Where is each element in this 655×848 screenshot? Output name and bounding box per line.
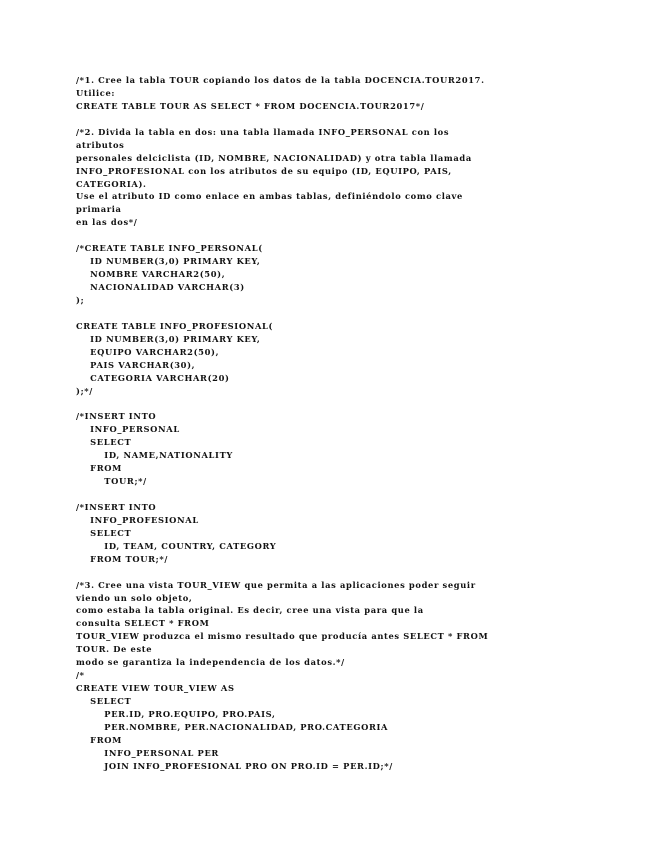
code-line: /*	[76, 670, 85, 681]
code-line: EQUIPO VARCHAR2(50),	[76, 346, 220, 357]
code-line: );	[76, 294, 85, 305]
code-line: SELECT	[76, 527, 132, 538]
code-line: /*3. Cree una vista TOUR_VIEW que permita a las aplicaciones poder seguir	[76, 579, 476, 590]
code-line: en las dos*/	[76, 217, 138, 228]
code-line: NACIONALIDAD VARCHAR(3)	[76, 282, 245, 292]
code-line: TOUR;*/	[76, 476, 147, 487]
code-line: modo se garantiza la independencia de los datos.*/	[76, 657, 345, 668]
code-line: PER.ID, PRO.EQUIPO, PRO.PAIS,	[76, 708, 276, 719]
code-line: personales delciclista (ID, NOMBRE, NACIONALIDAD) y otra tabla llamada	[76, 152, 472, 163]
code-line: CATEGORIA).	[76, 178, 147, 189]
code-line: FROM	[76, 734, 122, 745]
code-line: como estaba la tabla original. Es decir, cree una vista para que la	[76, 605, 424, 616]
code-line: INFO_PROFESIONAL	[76, 514, 199, 525]
code-line: TOUR_VIEW produzca el mismo resultado que producía antes SELECT * FROM	[76, 631, 489, 642]
code-line: );*/	[76, 385, 93, 396]
code-line: /*2. Divida la tabla en dos: una tabla llamada INFO_PERSONAL con los	[76, 126, 450, 137]
code-line	[76, 566, 636, 579]
code-line: CATEGORIA VARCHAR(20)	[76, 372, 230, 383]
sql-code-block	[76, 74, 636, 773]
code-line: PER.NOMBRE, PER.NACIONALIDAD, PRO.CATEGORIA	[76, 721, 389, 732]
code-line: PAIS VARCHAR(30),	[76, 359, 196, 370]
code-line: SELECT	[76, 696, 132, 706]
code-line: primaria	[76, 204, 122, 215]
code-line	[76, 307, 636, 320]
code-line: INFO_PERSONAL PER	[76, 747, 219, 758]
code-line: INFO_PERSONAL	[76, 424, 180, 435]
code-line: ID, NAME,NATIONALITY	[76, 450, 233, 461]
code-line: /*INSERT INTO	[76, 411, 157, 422]
code-line: CREATE TABLE TOUR AS SELECT * FROM DOCENCIA.TOUR2017*/	[76, 100, 425, 111]
code-line: ID NUMBER(3,0) PRIMARY KEY,	[76, 333, 261, 344]
code-line: NOMBRE VARCHAR2(50),	[76, 269, 226, 280]
code-line: /*CREATE TABLE INFO_PERSONAL(	[76, 243, 263, 254]
code-line: FROM	[76, 463, 122, 474]
code-line: /*1. Cree la tabla TOUR copiando los datos de la tabla DOCENCIA.TOUR2017.	[76, 75, 485, 85]
code-line: Use el atributo ID como enlace en ambas tablas, definiéndolo como clave	[76, 191, 463, 202]
code-line: FROM TOUR;*/	[76, 553, 169, 564]
code-line	[76, 229, 636, 242]
code-line: CREATE VIEW TOUR_VIEW AS	[76, 683, 235, 694]
code-line	[76, 113, 636, 126]
code-line: atributos	[76, 139, 125, 150]
code-line: CREATE TABLE INFO_PROFESIONAL(	[76, 320, 274, 331]
code-line: TOUR. De este	[76, 644, 153, 655]
code-line: consulta SELECT * FROM	[76, 618, 210, 629]
code-line: JOIN INFO_PROFESIONAL PRO ON PRO.ID = PER.ID;*/	[76, 760, 393, 771]
code-line: ID, TEAM, COUNTRY, CATEGORY	[76, 540, 277, 551]
code-line	[76, 397, 636, 410]
code-line: viendo un solo objeto,	[76, 592, 193, 603]
code-line: SELECT	[76, 437, 132, 448]
code-line	[76, 488, 636, 501]
code-line: INFO_PROFESIONAL con los atributos de su equipo (ID, EQUIPO, PAIS,	[76, 165, 452, 176]
code-line: /*INSERT INTO	[76, 501, 157, 512]
code-line: ID NUMBER(3,0) PRIMARY KEY,	[76, 256, 261, 267]
code-line: Utilice:	[76, 87, 116, 98]
